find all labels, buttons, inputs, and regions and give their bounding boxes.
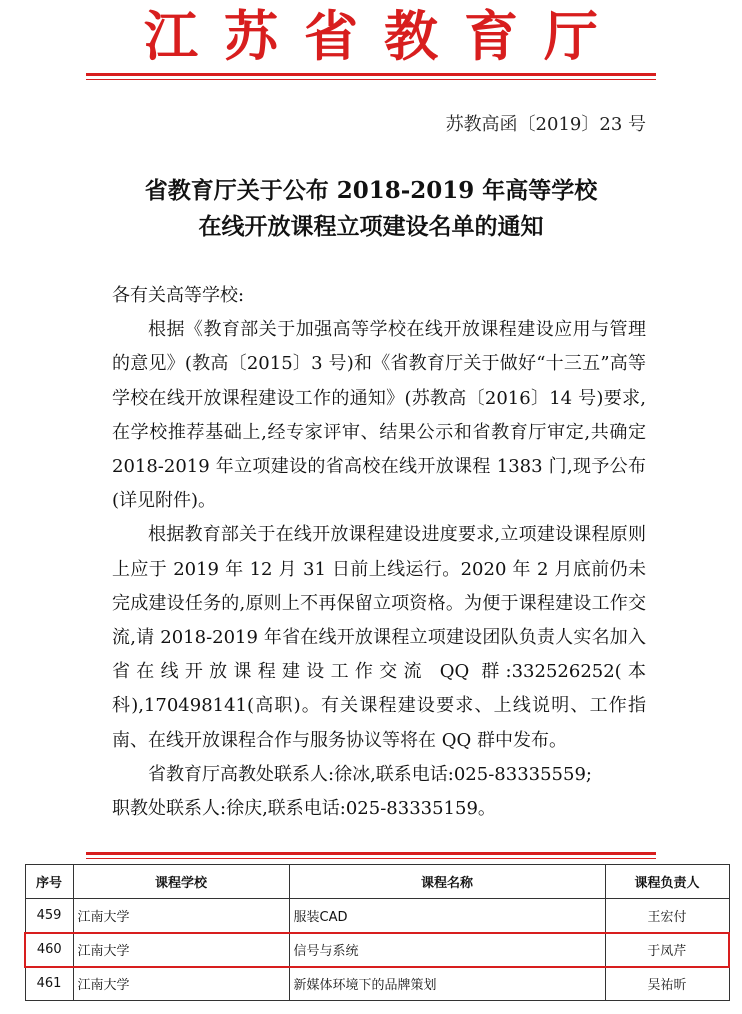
cell-school: 江南大学 — [73, 899, 289, 933]
cell-school: 江南大学 — [73, 933, 289, 967]
header-no: 序号 — [25, 865, 73, 899]
notice-title-line-2: 在线开放课程立项建设名单的通知 — [198, 213, 544, 240]
cell-no: 460 — [25, 933, 73, 967]
table-header-row — [25, 865, 729, 899]
cell-lead: 王宏付 — [605, 899, 729, 933]
cell-course: 服装CAD — [289, 899, 605, 933]
body-last-line: 职教处联系人:徐庆,联系电话:025-83335159。 — [112, 798, 496, 820]
table-row — [25, 967, 729, 1001]
cell-school: 江南大学 — [73, 967, 289, 1001]
table-row-highlighted — [25, 933, 729, 967]
cell-lead: 吴祐昕 — [605, 967, 729, 1001]
cell-course: 新媒体环境下的品牌策划 — [289, 967, 605, 1001]
body-paragraph-2: 根据教育部关于在线开放课程建设进度要求,立项建设课程原则上应于 2019 年 12 月 31 日前上线运行。2020 年 2 月底前仍未完成建设任务的,原则上不再保留立项资格。为便于课程建设工作交流,请 2018-2019 年省在线开放课程立项建设团队负责人实名加入省在线开放课程建设工作交流 QQ 群:332526252(本科),170498141(高职)。有关课程建设要求、上线说明、工作指南、在线开放课程合作与服务协议等将在 QQ 群中发布。 — [112, 524, 646, 751]
cell-lead: 于凤芹 — [605, 933, 729, 967]
header-rule-thin — [86, 79, 656, 80]
cell-no: 459 — [25, 899, 73, 933]
notice-title-line-1: 省教育厅关于公布 2018-2019 年高等学校 — [144, 177, 598, 204]
header-lead: 课程负责人 — [605, 865, 729, 899]
document-number: 苏教高函〔2019〕23 号 — [445, 114, 646, 135]
salutation: 各有关高等学校: — [112, 285, 245, 306]
footer-rule-thick — [86, 852, 656, 855]
cell-course: 信号与系统 — [289, 933, 605, 967]
header-school: 课程学校 — [73, 865, 289, 899]
header-rule-thick — [86, 73, 656, 76]
cell-no: 461 — [25, 967, 73, 1001]
table-row — [25, 899, 729, 933]
notice-body — [112, 279, 646, 826]
footer-rule-thin — [86, 858, 656, 859]
issuer-masthead: 江苏省教育厅 — [144, 4, 624, 68]
course-table — [24, 864, 730, 1001]
body-paragraph-3: 省教育厅高教处联系人:徐冰,联系电话:025-83335559; — [148, 763, 592, 785]
body-paragraph-1: 根据《教育部关于加强高等学校在线开放课程建设应用与管理的意见》(教高〔2015〕3 号)和《省教育厅关于做好“十三五”高等学校在线开放课程建设工作的通知》(苏教高〔2016〕14 号)要求,在学校推荐基础上,经专家评审、结果公示和省教育厅审定,共确定 2018-2019 年立项建设的省高校在线开放课程 1383 门,现予公布(详见附件)。 — [112, 319, 646, 512]
header-course: 课程名称 — [289, 865, 605, 899]
